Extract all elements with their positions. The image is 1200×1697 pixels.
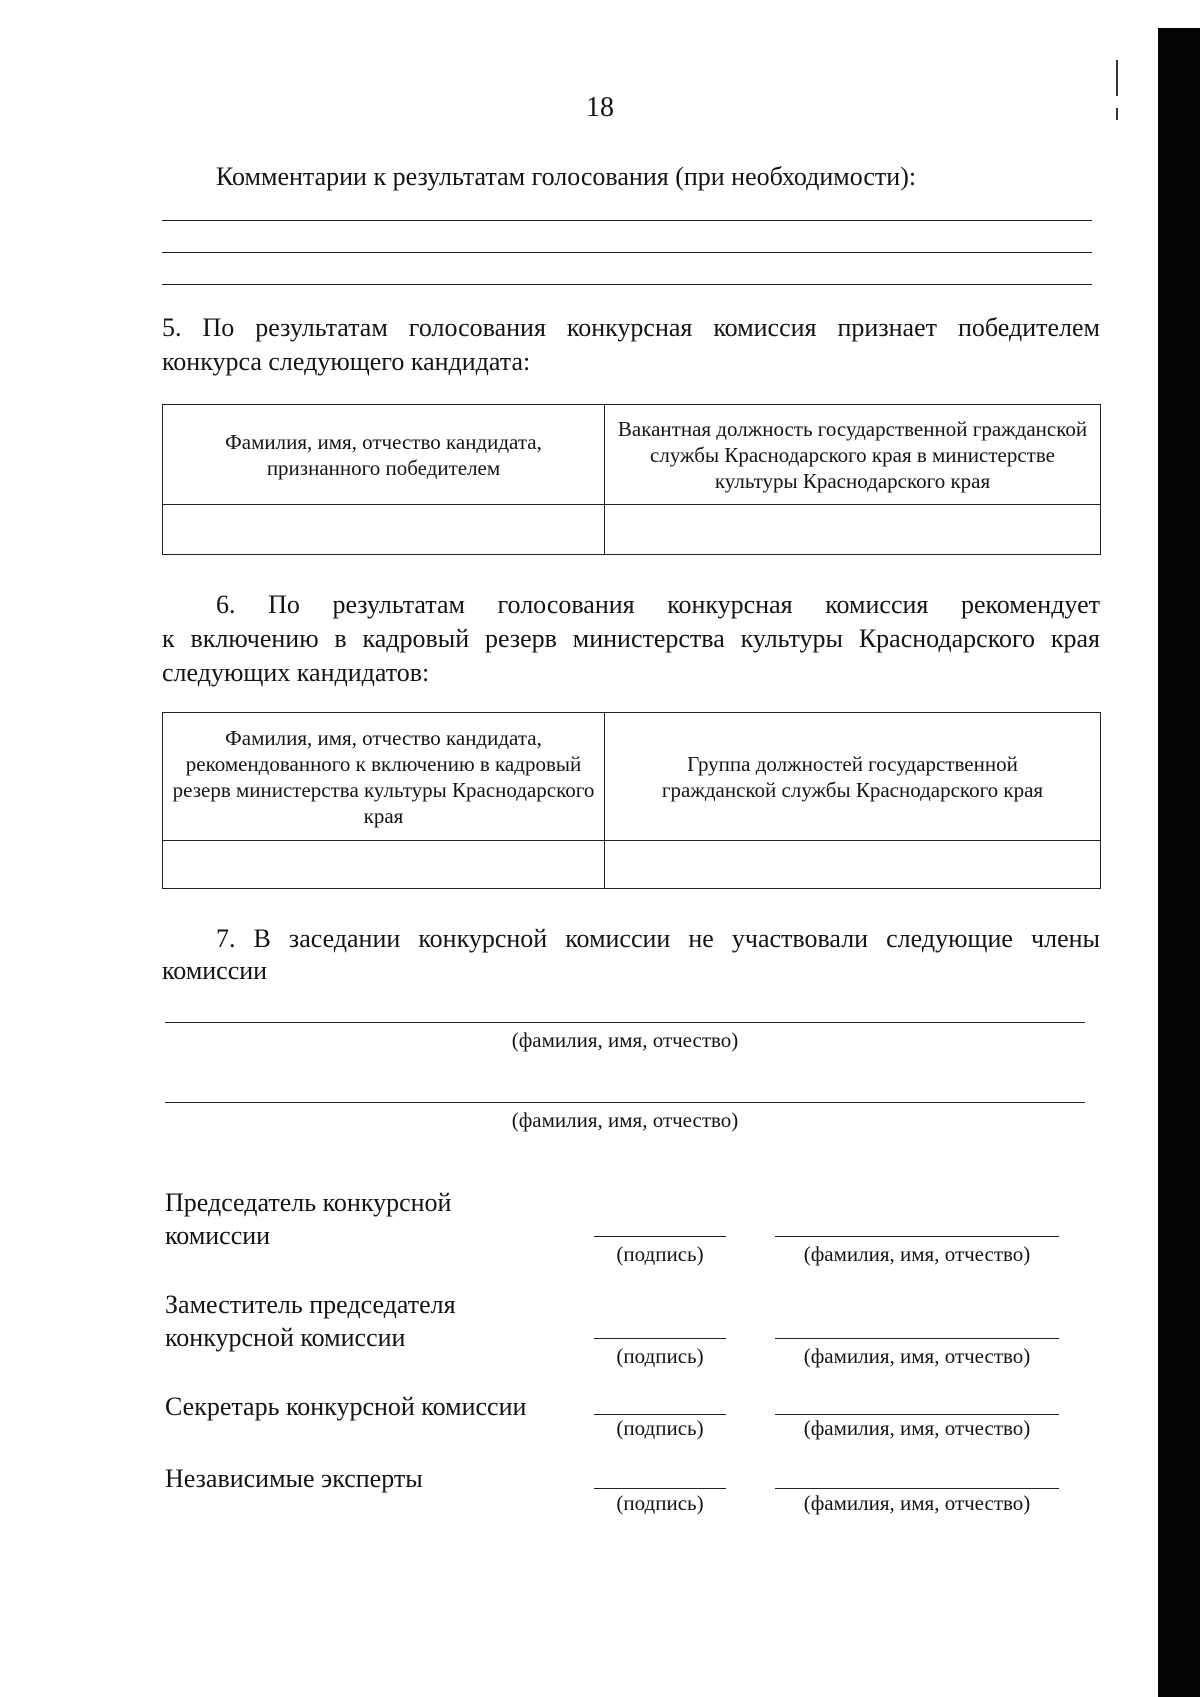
vacant-position-cell	[605, 505, 1101, 555]
table-row	[163, 841, 1101, 889]
experts-name-line	[775, 1488, 1059, 1489]
experts-name-caption: (фамилия, имя, отчество)	[803, 1491, 1031, 1515]
section5-text-line1: 5. По результатам голосования конкурсная комиссия признает победителем	[162, 313, 1100, 342]
scan-edge-bar	[1158, 28, 1200, 1697]
winner-name-cell	[163, 505, 605, 555]
deputy-signature-caption: (подпись)	[616, 1344, 704, 1368]
experts-signature-caption: (подпись)	[616, 1491, 704, 1515]
page-number: 18	[586, 92, 614, 123]
deputy-chairman-role	[165, 1288, 585, 1354]
vacant-position-header: Вакантная должность государственной гражданской службы Краснодарского края в министерстве культуры Краснодарского края	[605, 405, 1101, 505]
secretary-name-line	[775, 1414, 1059, 1415]
chairman-signature-caption: (подпись)	[616, 1242, 704, 1266]
secretary-signature-line	[594, 1414, 726, 1415]
scan-mark	[1116, 108, 1118, 120]
chairman-role-line1: Председатель конкурсной	[165, 1188, 452, 1217]
table-row	[163, 505, 1101, 555]
position-group-cell	[605, 841, 1101, 889]
deputy-role-line1: Заместитель председателя	[165, 1290, 456, 1319]
comments-heading: Комментарии к результатам голосования (при необходимости):	[216, 162, 917, 191]
experts-signature-line	[594, 1488, 726, 1489]
secretary-role	[165, 1390, 585, 1423]
secretary-signature-caption: (подпись)	[616, 1416, 704, 1440]
experts-role	[165, 1462, 585, 1495]
position-group-header: Группа должностей государственной гражданской службы Краснодарского края	[605, 713, 1101, 841]
chairman-name-caption: (фамилия, имя, отчество)	[803, 1242, 1031, 1266]
reserve-name-cell	[163, 841, 605, 889]
deputy-signature-line	[594, 1338, 726, 1339]
secretary-name-caption: (фамилия, имя, отчество)	[803, 1416, 1031, 1440]
section7-text-line2: комиссии	[162, 956, 268, 985]
chairman-name-line	[775, 1236, 1059, 1237]
winner-name-header: Фамилия, имя, отчество кандидата, признанного победителем	[163, 405, 605, 505]
experts-role-line1: Независимые эксперты	[165, 1464, 423, 1493]
chairman-role-line2: комиссии	[165, 1221, 271, 1250]
secretary-role-line1: Секретарь конкурсной комиссии	[165, 1392, 527, 1421]
winner-table	[162, 404, 1101, 555]
deputy-role-line2: конкурсной комиссии	[165, 1323, 406, 1352]
section6-text-line3: следующих кандидатов:	[162, 658, 430, 687]
section7-text-line1: 7. В заседании конкурсной комиссии не участвовали следующие члены	[216, 924, 1100, 953]
reserve-table	[162, 712, 1101, 889]
chairman-role	[165, 1186, 585, 1252]
comment-line-3	[162, 284, 1092, 285]
absent-member-line-2	[165, 1102, 1085, 1103]
fio-caption-1: (фамилия, имя, отчество)	[511, 1028, 739, 1052]
comment-line-1	[162, 220, 1092, 221]
table-header-row	[163, 405, 1101, 505]
chairman-signature-line	[594, 1236, 726, 1237]
comment-line-2	[162, 252, 1092, 253]
section6-text-line1: 6. По результатам голосования конкурсная комиссия рекомендует	[216, 590, 1100, 619]
fio-caption-2: (фамилия, имя, отчество)	[511, 1108, 739, 1132]
section5-text-line2: конкурса следующего кандидата:	[162, 347, 531, 376]
table-header-row	[163, 713, 1101, 841]
scan-mark	[1116, 60, 1118, 96]
section6-text-line2: к включению в кадровый резерв министерства культуры Краснодарского края	[162, 624, 1100, 653]
absent-member-line-1	[165, 1022, 1085, 1023]
deputy-name-line	[775, 1338, 1059, 1339]
deputy-name-caption: (фамилия, имя, отчество)	[803, 1344, 1031, 1368]
reserve-name-header: Фамилия, имя, отчество кандидата, рекомендованного к включению в кадровый резерв министерства культуры Краснодарского края	[163, 713, 605, 841]
